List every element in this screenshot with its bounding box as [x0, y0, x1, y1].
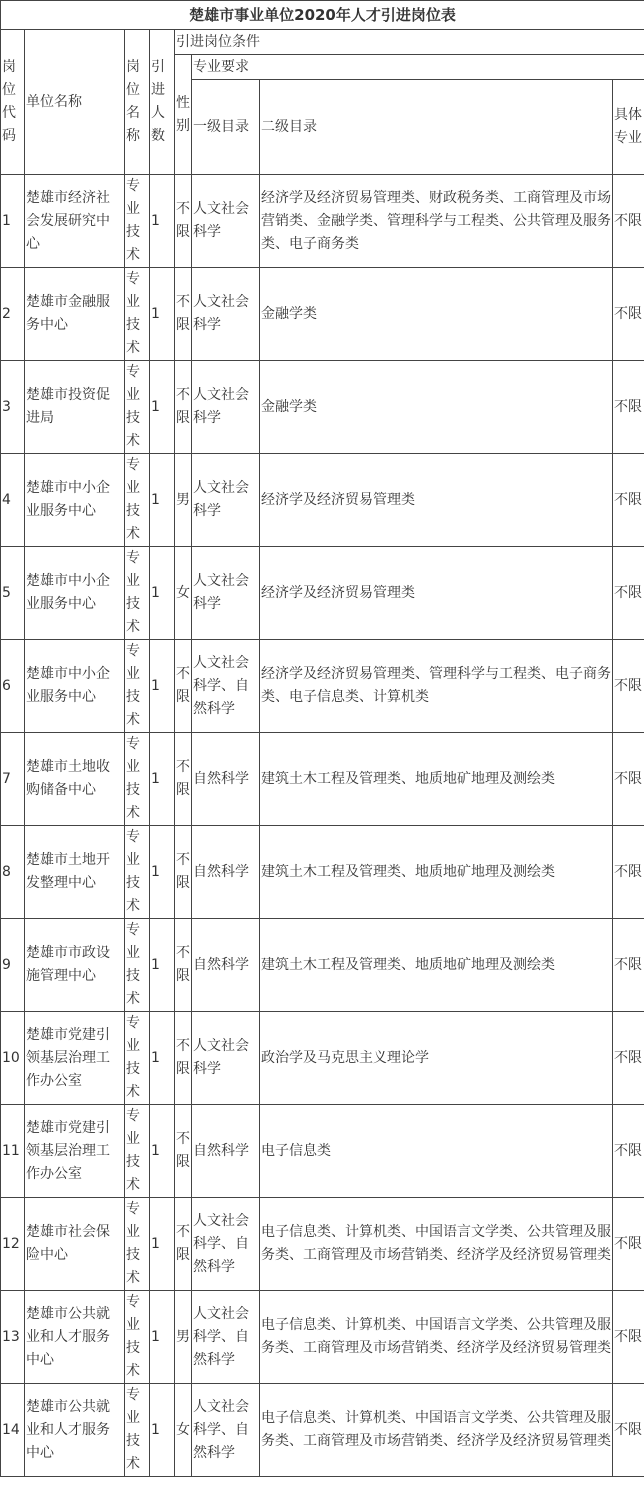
row-level1: 自然科学 [192, 919, 260, 1012]
row-gender: 不限 [175, 733, 192, 826]
row-unit-name: 楚雄市社会保险中心 [25, 1198, 125, 1291]
row-count: 1 [150, 454, 175, 547]
table-row [1, 1198, 644, 1291]
row-level1: 人文社会科学、自然科学 [192, 1384, 260, 1477]
row-code: 9 [1, 919, 25, 1012]
row-level1: 人文社会科学、自然科学 [192, 640, 260, 733]
header-conditions: 引进岗位条件 [175, 30, 644, 55]
header-level2: 二级目录 [260, 80, 613, 175]
row-level2: 金融学类 [260, 268, 613, 361]
row-count: 1 [150, 547, 175, 640]
row-level2: 电子信息类、计算机类、中国语言文学类、公共管理及服务类、工商管理及市场营销类、经济学及经济贸易管理类 [260, 1198, 613, 1291]
row-gender: 不限 [175, 1105, 192, 1198]
row-post-name: 专业技术 [125, 1198, 150, 1291]
row-specific: 不限 [613, 1291, 644, 1384]
row-code: 10 [1, 1012, 25, 1105]
row-unit-name: 楚雄市金融服务中心 [25, 268, 125, 361]
row-post-name: 专业技术 [125, 1012, 150, 1105]
row-level1: 自然科学 [192, 1105, 260, 1198]
row-count: 1 [150, 1291, 175, 1384]
row-level1: 自然科学 [192, 733, 260, 826]
row-code: 7 [1, 733, 25, 826]
row-count: 1 [150, 268, 175, 361]
row-code: 1 [1, 175, 25, 268]
row-post-name: 专业技术 [125, 175, 150, 268]
row-level2: 电子信息类、计算机类、中国语言文学类、公共管理及服务类、工商管理及市场营销类、经济学及经济贸易管理类 [260, 1384, 613, 1477]
row-gender: 女 [175, 547, 192, 640]
row-unit-name: 楚雄市党建引领基层治理工作办公室 [25, 1012, 125, 1105]
header-major-req: 专业要求 [192, 55, 644, 80]
row-specific: 不限 [613, 547, 644, 640]
table-title: 楚雄市事业单位2020年人才引进岗位表 [1, 1, 644, 30]
table-row [1, 547, 644, 640]
row-code: 3 [1, 361, 25, 454]
row-specific: 不限 [613, 1012, 644, 1105]
row-count: 1 [150, 826, 175, 919]
row-level1: 人文社会科学 [192, 454, 260, 547]
row-level2: 电子信息类、计算机类、中国语言文学类、公共管理及服务类、工商管理及市场营销类、经济学及经济贸易管理类 [260, 1291, 613, 1384]
row-count: 1 [150, 1198, 175, 1291]
row-gender: 不限 [175, 826, 192, 919]
row-code: 13 [1, 1291, 25, 1384]
row-level1: 人文社会科学、自然科学 [192, 1291, 260, 1384]
row-unit-name: 楚雄市土地收购储备中心 [25, 733, 125, 826]
row-gender: 男 [175, 454, 192, 547]
row-specific: 不限 [613, 826, 644, 919]
row-level2: 经济学及经济贸易管理类、财政税务类、工商管理及市场营销类、金融学类、管理科学与工程类、公共管理及服务类、电子商务类 [260, 175, 613, 268]
row-gender: 不限 [175, 268, 192, 361]
row-level1: 人文社会科学 [192, 1012, 260, 1105]
row-post-name: 专业技术 [125, 1105, 150, 1198]
row-count: 1 [150, 1012, 175, 1105]
row-code: 4 [1, 454, 25, 547]
row-code: 14 [1, 1384, 25, 1477]
row-specific: 不限 [613, 640, 644, 733]
row-count: 1 [150, 1105, 175, 1198]
row-post-name: 专业技术 [125, 1384, 150, 1477]
row-count: 1 [150, 733, 175, 826]
row-post-name: 专业技术 [125, 733, 150, 826]
row-post-name: 专业技术 [125, 268, 150, 361]
table-row [1, 919, 644, 1012]
row-unit-name: 楚雄市土地开发整理中心 [25, 826, 125, 919]
row-unit-name: 楚雄市中小企业服务中心 [25, 454, 125, 547]
table-row [1, 1105, 644, 1198]
row-count: 1 [150, 919, 175, 1012]
table-row [1, 733, 644, 826]
row-code: 2 [1, 268, 25, 361]
table-row [1, 268, 644, 361]
row-count: 1 [150, 361, 175, 454]
table-row [1, 175, 644, 268]
row-level1: 人文社会科学 [192, 175, 260, 268]
row-gender: 男 [175, 1291, 192, 1384]
header-count: 引进人数 [150, 30, 175, 175]
row-gender: 不限 [175, 1012, 192, 1105]
row-post-name: 专业技术 [125, 454, 150, 547]
row-post-name: 专业技术 [125, 547, 150, 640]
row-level1: 自然科学 [192, 826, 260, 919]
row-gender: 不限 [175, 1198, 192, 1291]
row-post-name: 专业技术 [125, 919, 150, 1012]
row-unit-name: 楚雄市市政设施管理中心 [25, 919, 125, 1012]
row-gender: 不限 [175, 640, 192, 733]
row-post-name: 专业技术 [125, 361, 150, 454]
row-code: 6 [1, 640, 25, 733]
header-specific: 具体专业 [613, 80, 644, 175]
table-row [1, 1012, 644, 1105]
row-level2: 建筑土木工程及管理类、地质地矿地理及测绘类 [260, 826, 613, 919]
row-level2: 经济学及经济贸易管理类 [260, 547, 613, 640]
table-row [1, 361, 644, 454]
row-gender: 不限 [175, 175, 192, 268]
row-level1: 人文社会科学 [192, 268, 260, 361]
row-unit-name: 楚雄市党建引领基层治理工作办公室 [25, 1105, 125, 1198]
row-level1: 人文社会科学、自然科学 [192, 1198, 260, 1291]
row-post-name: 专业技术 [125, 826, 150, 919]
row-unit-name: 楚雄市中小企业服务中心 [25, 640, 125, 733]
row-specific: 不限 [613, 733, 644, 826]
row-unit-name: 楚雄市经济社会发展研究中心 [25, 175, 125, 268]
row-count: 1 [150, 175, 175, 268]
row-level2: 政治学及马克思主义理论学 [260, 1012, 613, 1105]
table-row [1, 1291, 644, 1384]
row-level2: 建筑土木工程及管理类、地质地矿地理及测绘类 [260, 733, 613, 826]
row-unit-name: 楚雄市公共就业和人才服务中心 [25, 1384, 125, 1477]
row-specific: 不限 [613, 454, 644, 547]
row-code: 8 [1, 826, 25, 919]
header-level1: 一级目录 [192, 80, 260, 175]
row-specific: 不限 [613, 919, 644, 1012]
header-post: 岗位名称 [125, 30, 150, 175]
row-specific: 不限 [613, 175, 644, 268]
row-count: 1 [150, 1384, 175, 1477]
row-level2: 经济学及经济贸易管理类 [260, 454, 613, 547]
header-gender: 性别 [175, 55, 192, 175]
row-unit-name: 楚雄市投资促进局 [25, 361, 125, 454]
table-row [1, 826, 644, 919]
table-row [1, 454, 644, 547]
row-specific: 不限 [613, 361, 644, 454]
row-code: 12 [1, 1198, 25, 1291]
row-code: 5 [1, 547, 25, 640]
table-row [1, 640, 644, 733]
row-post-name: 专业技术 [125, 1291, 150, 1384]
row-specific: 不限 [613, 1384, 644, 1477]
row-specific: 不限 [613, 268, 644, 361]
row-count: 1 [150, 640, 175, 733]
row-level2: 经济学及经济贸易管理类、管理科学与工程类、电子商务类、电子信息类、计算机类 [260, 640, 613, 733]
row-level1: 人文社会科学 [192, 547, 260, 640]
row-specific: 不限 [613, 1105, 644, 1198]
row-unit-name: 楚雄市中小企业服务中心 [25, 547, 125, 640]
table-row [1, 1384, 644, 1477]
row-post-name: 专业技术 [125, 640, 150, 733]
row-gender: 不限 [175, 361, 192, 454]
row-gender: 女 [175, 1384, 192, 1477]
header-code: 岗位代码 [1, 30, 25, 175]
row-gender: 不限 [175, 919, 192, 1012]
row-code: 11 [1, 1105, 25, 1198]
row-unit-name: 楚雄市公共就业和人才服务中心 [25, 1291, 125, 1384]
row-level2: 建筑土木工程及管理类、地质地矿地理及测绘类 [260, 919, 613, 1012]
row-specific: 不限 [613, 1198, 644, 1291]
row-level2: 金融学类 [260, 361, 613, 454]
row-level1: 人文社会科学 [192, 361, 260, 454]
header-unit: 单位名称 [25, 30, 125, 175]
row-level2: 电子信息类 [260, 1105, 613, 1198]
